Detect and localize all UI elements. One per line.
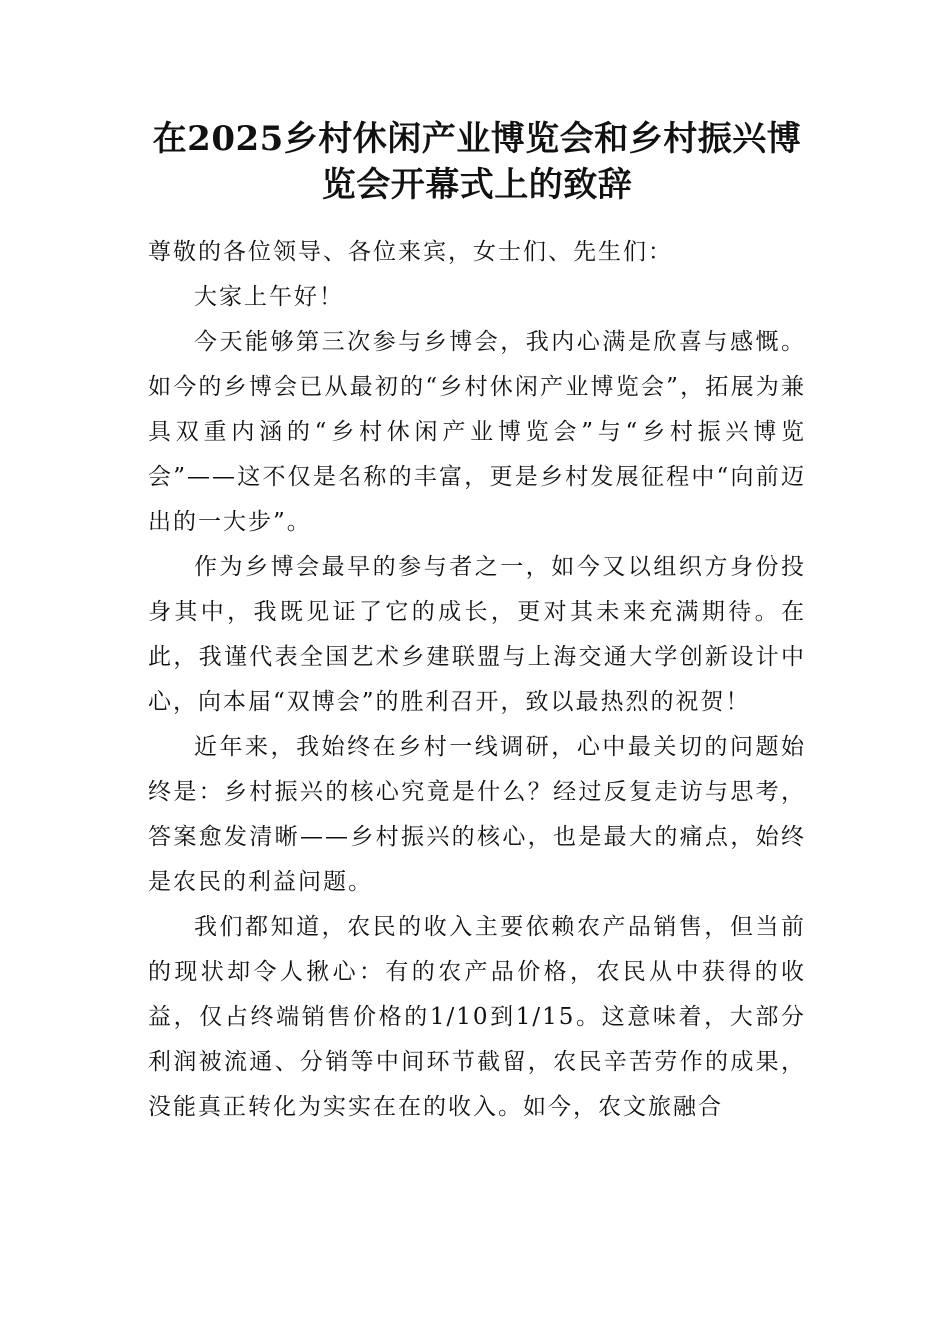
salutation: 尊敬的各位领导、各位来宾，女士们、先生们： (148, 239, 673, 265)
document-body (148, 230, 806, 1130)
paragraph-farmer-income: 我们都知道，农民的收入主要依赖农产品销售，但当前的现状却令人揪心：有的农产品价格，农民从中获得的收益，仅占终端销售价格的1/10到1/15。这意味着，大部分利润被流通、分销等中间环节截留，农民辛苦劳作的成果，没能真正转化为实实在在的收入。如今，农文旅融合 (148, 914, 806, 1120)
paragraph-greeting: 大家上午好！ (194, 284, 344, 310)
paragraph-core-question: 近年来，我始终在乡村一线调研，心中最关切的问题始终是：乡村振兴的核心究竟是什么？经过反复走访与思考，答案愈发清晰——乡村振兴的核心，也是最大的痛点，始终是农民的利益问题。 (148, 734, 806, 895)
paragraph-congratulations: 作为乡博会最早的参与者之一，如今又以组织方身份投身其中，我既见证了它的成长，更对其未来充满期待。在此，我谨代表全国艺术乡建联盟与上海交通大学创新设计中心，向本届“双博会”的胜利召开，致以最热烈的祝贺！ (148, 554, 806, 715)
paragraph-introduction: 今天能够第三次参与乡博会，我内心满是欣喜与感慨。如今的乡博会已从最初的“乡村休闲产业博览会”，拓展为兼具双重内涵的“乡村休闲产业博览会”与“乡村振兴博览会”——这不仅是名称的丰富，更是乡村发展征程中“向前迈出的一大步”。 (148, 329, 806, 535)
document-title: 在2025乡村休闲产业博览会和乡村振兴博览会开幕式上的致辞 (152, 119, 802, 205)
